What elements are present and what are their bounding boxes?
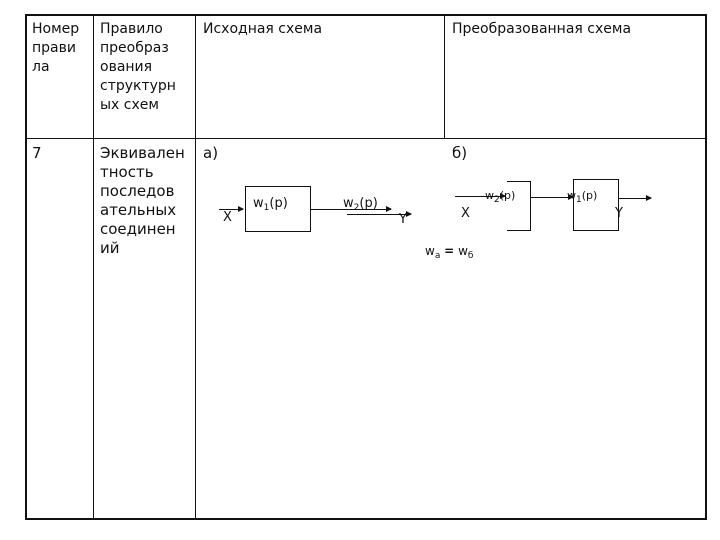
diagram-b-block-2 <box>573 179 619 231</box>
col-divider-2 <box>195 16 196 518</box>
diagram-b-arrow-out <box>619 198 651 199</box>
diagram-a-block-1-label: $w_1(p)$ <box>253 196 288 213</box>
diagram-b-block-1-label: $w_2(p)$ <box>485 189 516 205</box>
diagram-b-input: X <box>461 206 470 221</box>
diagram-a-arrow-in <box>219 209 243 210</box>
diagram-a-input: X <box>223 210 232 225</box>
diagram-b-equation: $w_a = w_б$ <box>425 244 474 261</box>
diagram-a-block-2-label: $w_2(p)$ <box>343 196 378 213</box>
label-transformed: б) <box>452 144 468 162</box>
header-transformed-scheme: Преобразованная схема <box>452 21 632 37</box>
col-divider-3 <box>444 16 445 139</box>
header-rule: Правило преобраз ования структурн ых схем <box>100 21 176 113</box>
label-source: а) <box>203 144 219 162</box>
diagram-b-output: Y <box>615 206 623 221</box>
header-number: Номер прави ла <box>32 21 80 75</box>
header-row-divider <box>27 138 705 139</box>
row-number: 7 <box>32 144 42 162</box>
diagram-a-output: Y <box>399 212 407 227</box>
row-rule: Эквивален тность последов ательных соединен ий <box>100 144 185 257</box>
diagram-b-block-2-label: $w_1(p)$ <box>567 189 598 205</box>
col-divider-1 <box>93 16 94 518</box>
rules-table <box>25 14 707 520</box>
header-source-scheme: Исходная схема <box>203 21 323 37</box>
